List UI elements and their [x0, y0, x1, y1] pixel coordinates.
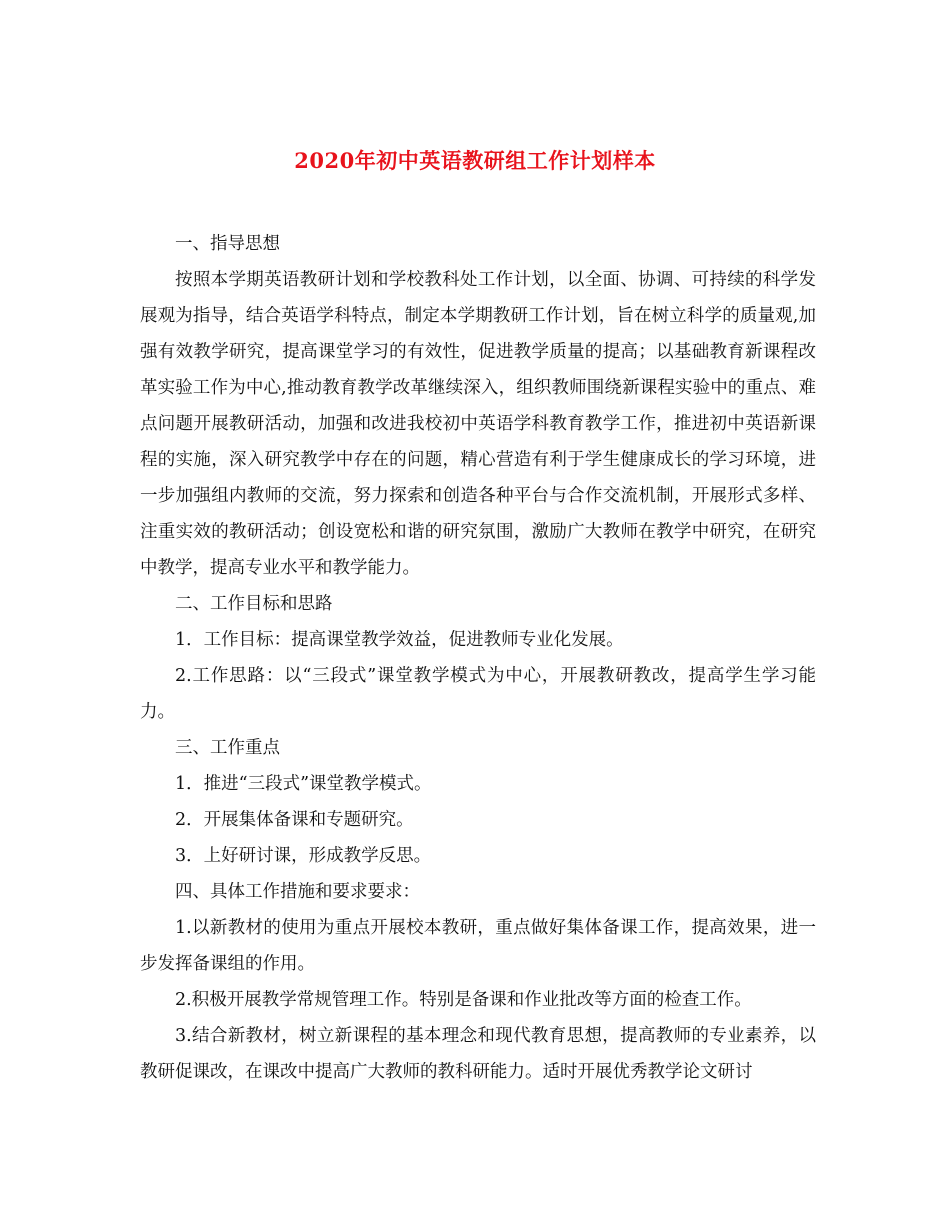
paragraph-key-point-2: 2．开展集体备课和专题研究。	[175, 810, 414, 830]
paragraph-measure-1: 1.以新教材的使用为重点开展校本教研，重点做好集体备课工作，提高效果，进一步发挥备课组的作用。	[140, 918, 816, 974]
paragraph-key-point-1: 1．推进“三段式”课堂教学模式。	[175, 774, 432, 794]
section-heading-goals: 二、工作目标和思路	[175, 594, 333, 614]
document-body	[140, 226, 816, 1090]
paragraph-measure-3: 3.结合新教材，树立新课程的基本理念和现代教育思想，提高教师的专业素养，以教研促课改，在课改中提高广大教师的教科研能力。适时开展优秀教学论文研讨	[140, 1026, 816, 1082]
paragraph-goal-1: 1．工作目标：提高课堂教学效益，促进教师专业化发展。	[175, 630, 624, 650]
paragraph-key-point-3: 3．上好研讨课，形成教学反思。	[175, 846, 432, 866]
paragraph-measure-2: 2.积极开展教学常规管理工作。特别是备课和作业批改等方面的检查工作。	[175, 990, 752, 1010]
section-heading-guiding-thought: 一、指导思想	[175, 234, 280, 254]
document-title: 2020年初中英语教研组工作计划样本	[294, 148, 656, 173]
paragraph-goal-2: 2.工作思路：以“三段式”课堂教学模式为中心，开展教研教改，提高学生学习能力。	[140, 666, 816, 722]
section-heading-key-points: 三、工作重点	[175, 738, 280, 758]
section-heading-measures: 四、具体工作措施和要求要求：	[175, 882, 420, 902]
paragraph-guiding-thought: 按照本学期英语教研计划和学校教科处工作计划，以全面、协调、可持续的科学发展观为指导，结合英语学科特点，制定本学期教研工作计划，旨在树立科学的质量观,加强有效教学研究，提高课堂学习的有效性，促进教学质量的提高；以基础教育新课程改革实验工作为中心,推动教育教学改革继续深入，组织教师围绕新课程实验中的重点、难点问题开展教研活动，加强和改进我校初中英语学科教育教学工作，推进初中英语新课程的实施，深入研究教学中存在的问题，精心营造有利于学生健康成长的学习环境，进一步加强组内教师的交流，努力探索和创造各种平台与合作交流机制，开展形式多样、注重实效的教研活动；创设宽松和谐的研究氛围，激励广大教师在教学中研究，在研究中教学，提高专业水平和教学能力。	[140, 270, 816, 578]
